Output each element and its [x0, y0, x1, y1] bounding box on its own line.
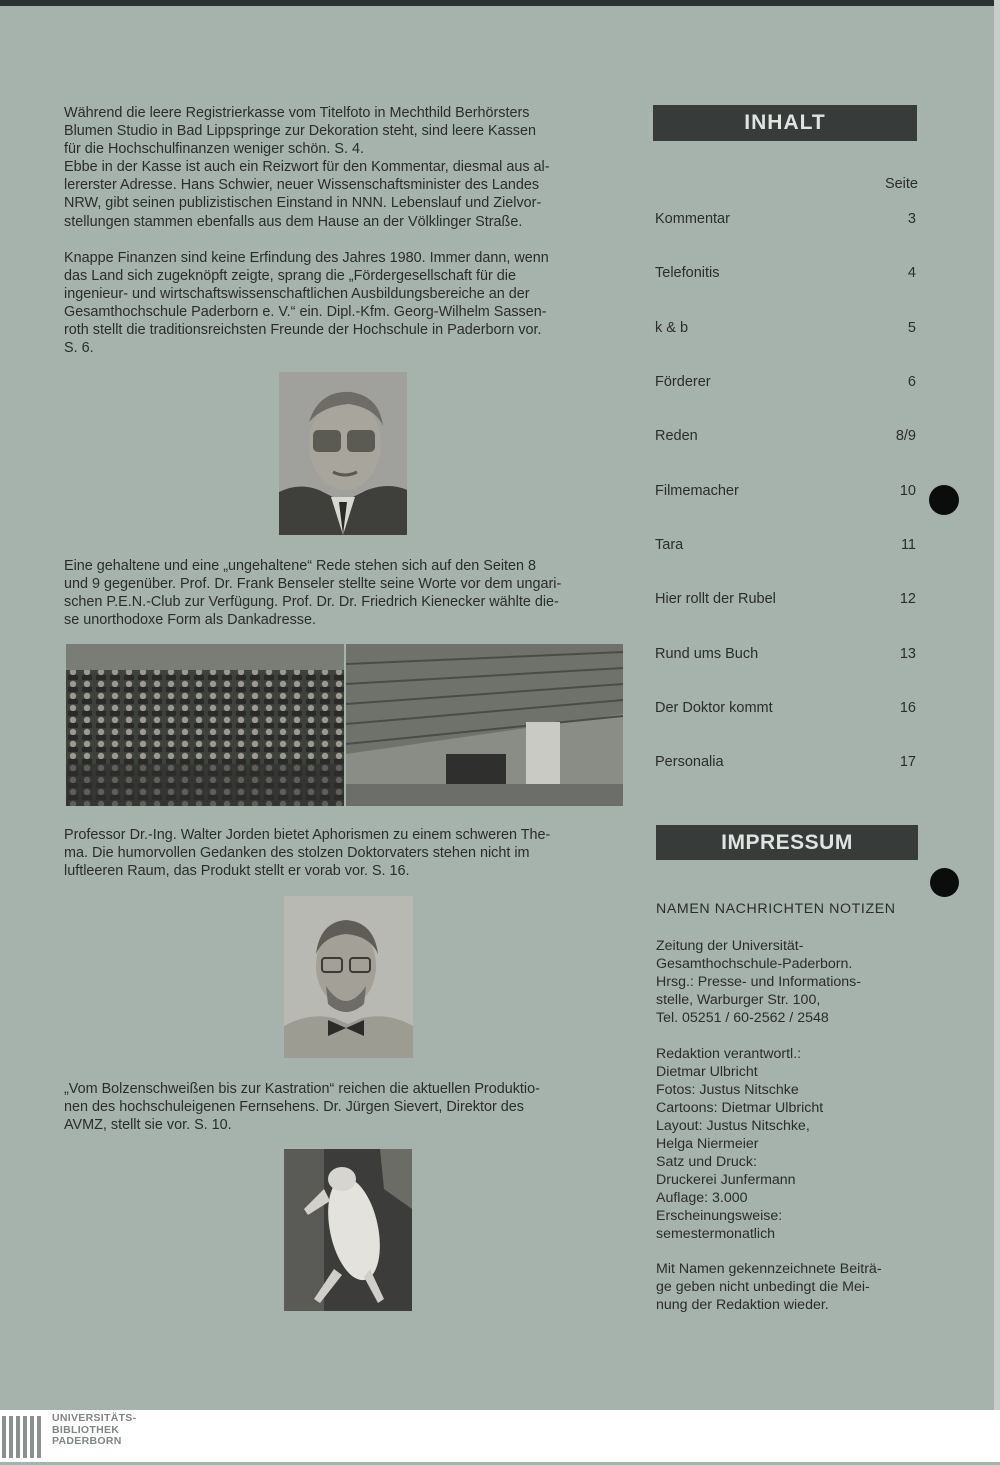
toc-item [655, 374, 918, 394]
toc-item [655, 700, 918, 720]
library-name [52, 1413, 136, 1448]
toc-item-page: 10 [899, 483, 916, 499]
text-line: Auflage: 3.000 [656, 1190, 748, 1206]
text-line: Blumen Studio in Bad Lippspringe zur Dekoration steht, sind leere Kassen [64, 123, 536, 140]
intro-paragraph-3 [64, 557, 620, 629]
text-line: ingenieur- und wirtschaftswissenschaftlichen Ausbildungsbereiche an der [64, 286, 530, 303]
toc-item-title: Kommentar [655, 211, 730, 227]
toc-item-page: 17 [899, 754, 916, 770]
text-line: nen des hochschuleigenen Fernsehens. Dr. Jürgen Sievert, Direktor des [64, 1099, 524, 1116]
text-line: Helga Niermeier [656, 1136, 759, 1152]
punch-hole [929, 485, 959, 515]
toc-item-page: 3 [907, 211, 916, 227]
toc-heading: INHALT [653, 105, 917, 141]
library-name-line: UNIVERSITÄTS- [52, 1412, 137, 1424]
toc-item-title: Tara [655, 537, 684, 553]
text-line: und 9 gegenüber. Prof. Dr. Frank Benseler stellte seine Worte vor dem ungari- [64, 576, 562, 593]
text-line: Satz und Druck: [656, 1154, 757, 1170]
impressum-disclaimer [656, 1260, 918, 1314]
text-line: Tel. 05251 / 60-2562 / 2548 [656, 1010, 829, 1026]
text-line: Zeitung der Universität- [656, 938, 804, 954]
text-line: schen P.E.N.-Club zur Verfügung. Prof. Dr. Dr. Friedrich Kienecker wählte die- [64, 594, 559, 611]
page-edge [994, 0, 1000, 1410]
toc-item-title: Hier rollt der Rubel [655, 591, 776, 607]
toc-item [655, 428, 918, 448]
text-line: Während die leere Registrierkasse vom Titelfoto in Mechthild Berhörsters [64, 105, 530, 121]
text-line: Eine gehaltene und eine „ungehaltene“ Rede stehen sich auf den Seiten 8 [64, 558, 537, 574]
text-line: Gesamthochschule-Paderborn. [656, 956, 853, 972]
toc-item [655, 646, 918, 666]
text-line: Knappe Finanzen sind keine Erfindung des Jahres 1980. Immer dann, wenn [64, 250, 549, 266]
toc-page-column-label: Seite [884, 176, 918, 192]
toc-item-title: Telefonitis [655, 265, 720, 281]
text-line: Dietmar Ulbricht [656, 1064, 758, 1080]
text-line: Layout: Justus Nitschke, [656, 1118, 810, 1134]
punch-hole [930, 868, 959, 897]
intro-paragraph-2 [64, 249, 620, 358]
text-line: Fotos: Justus Nitschke [656, 1082, 799, 1098]
text-line: ge geben nicht unbedingt die Mei- [656, 1279, 870, 1295]
intro-paragraph-5 [64, 1080, 620, 1134]
toc-item [655, 320, 918, 340]
impressum-publisher [656, 937, 918, 1027]
audience-photo [66, 644, 344, 806]
toc-item-page: 4 [907, 265, 916, 281]
toc-item-page: 13 [899, 646, 916, 662]
text-line: nung der Redaktion wieder. [656, 1297, 829, 1313]
toc-item-title: k & b [655, 320, 689, 336]
library-name-line: BIBLIOTHEK [52, 1423, 120, 1436]
toc-item-title: Personalia [655, 754, 724, 770]
piglet-photo [284, 1149, 412, 1311]
text-line: das Land sich zugeknöpft zeigte, sprang die „Fördergesellschaft für die [64, 268, 516, 285]
toc-item-page: 12 [899, 591, 916, 607]
toc-item-page: 16 [899, 700, 916, 716]
intro-paragraph-1 [64, 104, 620, 231]
text-line: se unorthodoxe Form als Dankadresse. [64, 612, 316, 629]
footer-bar [0, 1410, 1000, 1462]
text-line: Cartoons: Dietmar Ulbricht [656, 1100, 824, 1116]
text-line: luftleeren Raum, das Produkt stellt er vorab vor. S. 16. [64, 863, 410, 880]
toc-item [655, 211, 918, 231]
toc-item-title: Reden [655, 428, 698, 444]
text-line: Erscheinungsweise: [656, 1208, 783, 1224]
toc-item-title: Rund ums Buch [655, 646, 759, 662]
text-line: für die Hochschulfinanzen weniger schön. S. 4. [64, 141, 364, 158]
portrait-photo-professor [284, 896, 413, 1058]
toc-item-page: 11 [900, 537, 916, 553]
text-line: lererster Adresse. Hans Schwier, neuer Wissenschaftsminister des Landes [64, 177, 540, 194]
toc-item-title: Filmemacher [655, 483, 739, 499]
portrait-photo-minister [279, 372, 407, 535]
text-line: stellungen stammen ebenfalls aus dem Hause an der Völklinger Straße. [64, 213, 523, 230]
text-line: S. 6. [64, 340, 94, 357]
lecture-hall-photo [346, 644, 623, 806]
toc-item-page: 8/9 [895, 428, 916, 444]
text-line: Ebbe in der Kasse ist auch ein Reizwort für den Kommentar, diesmal aus al- [64, 159, 550, 176]
text-line: roth stellt die traditionsreichsten Freunde der Hochschule in Paderborn vor. [64, 322, 542, 339]
text-line: Professor Dr.-Ing. Walter Jorden bietet Aphorismen zu einem schweren The- [64, 827, 551, 843]
text-line: stelle, Warburger Str. 100, [656, 992, 821, 1008]
text-line: semestermonatlich [656, 1226, 776, 1242]
top-edge [0, 0, 1000, 6]
toc-item-title: Förderer [655, 374, 711, 390]
toc-item [655, 265, 918, 285]
text-line: Druckerei Junfermann [656, 1172, 796, 1188]
text-line: Gesamthochschule Paderborn e. V.“ ein. Dipl.-Kfm. Georg-Wilhelm Sassen- [64, 304, 547, 321]
toc-item-page: 6 [907, 374, 916, 390]
intro-paragraph-4 [64, 826, 620, 880]
text-line: „Vom Bolzenschweißen bis zur Kastration“ reichen die aktuellen Produktio- [64, 1081, 540, 1097]
library-name-line: PADERBORN [52, 1435, 122, 1447]
text-line: Redaktion verantwortl.: [656, 1046, 802, 1062]
impressum-heading: IMPRESSUM [656, 825, 918, 860]
text-line: ma. Die humorvollen Gedanken des stolzen Doktorvaters stehen nicht im [64, 845, 530, 862]
text-line: Mit Namen gekennzeichnete Beiträ- [656, 1261, 882, 1277]
toc-item [655, 591, 918, 611]
text-line: NRW, gibt seinen publizistischen Einstand in NNN. Lebenslauf und Zielvor- [64, 195, 542, 212]
toc-item [655, 754, 918, 774]
text-line: AVMZ, stellt sie vor. S. 10. [64, 1117, 232, 1134]
toc-item-page: 5 [907, 320, 916, 336]
impressum-tagline: NAMEN NACHRICHTEN NOTIZEN [656, 901, 896, 917]
toc-item-title: Der Doktor kommt [655, 700, 773, 716]
impressum-staff [656, 1045, 918, 1243]
library-logo-icon [0, 1414, 48, 1460]
toc-item [655, 483, 918, 503]
text-line: Hrsg.: Presse- und Informations- [656, 974, 862, 990]
toc-item [655, 537, 918, 557]
